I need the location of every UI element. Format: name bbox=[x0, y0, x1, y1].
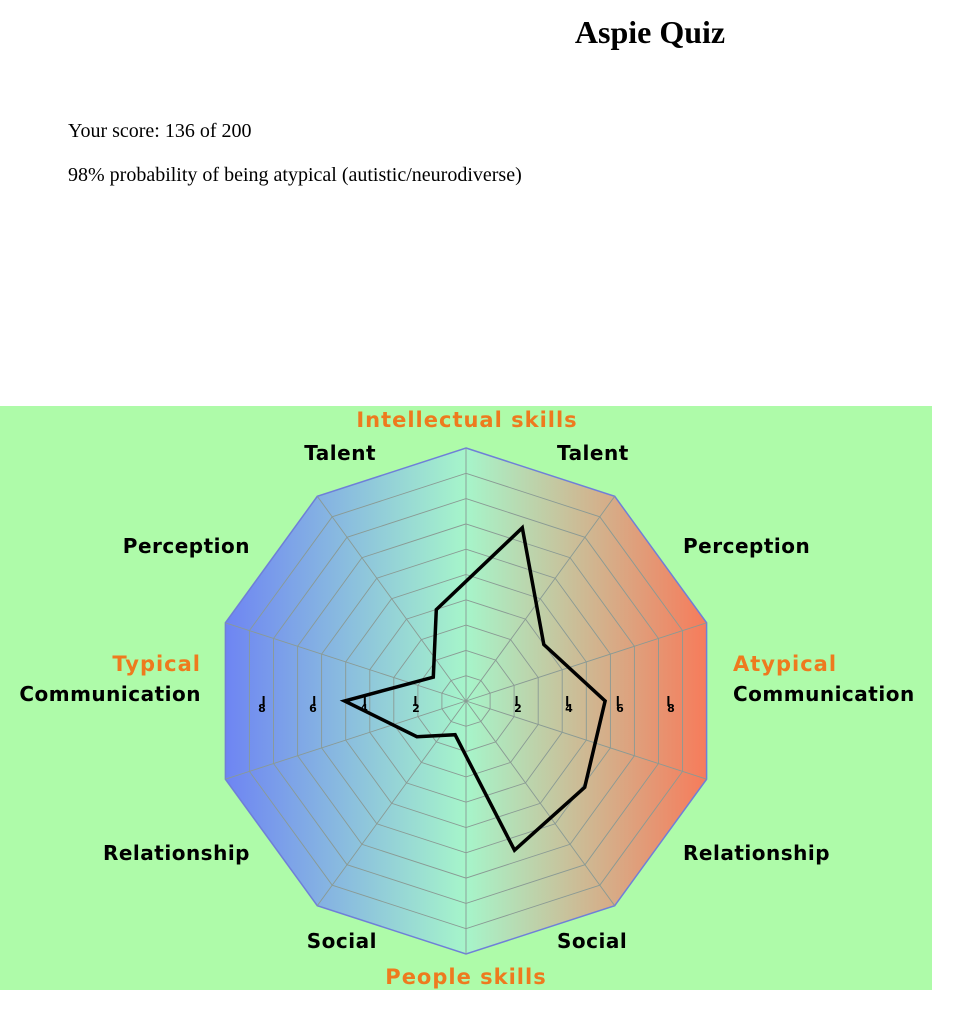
category-label-intellectual: Intellectual skills bbox=[356, 408, 578, 432]
score-text: Your score: 136 of 200 bbox=[68, 120, 252, 142]
axis-label-talent-left: Talent bbox=[304, 441, 376, 465]
axis-label-social-left: Social bbox=[306, 929, 377, 953]
page-title: Aspie Quiz bbox=[574, 14, 726, 50]
category-label-typical: Typical bbox=[112, 652, 201, 676]
category-label-people: People skills bbox=[385, 965, 547, 989]
tick-label-left-2: 2 bbox=[412, 702, 420, 715]
axis-label-perception-left: Perception bbox=[122, 534, 250, 558]
axis-label-communication-right: Communication bbox=[733, 682, 915, 706]
category-label-atypical: Atypical bbox=[733, 652, 838, 676]
tick-label-right-6: 6 bbox=[616, 702, 624, 715]
axis-label-relationship-left: Relationship bbox=[102, 841, 250, 865]
tick-label-right-4: 4 bbox=[565, 702, 573, 715]
tick-label-right-2: 2 bbox=[514, 702, 522, 715]
tick-label-left-8: 8 bbox=[258, 702, 266, 715]
radar-chart bbox=[0, 406, 932, 990]
tick-label-left-4: 4 bbox=[360, 702, 368, 715]
axis-label-perception-right: Perception bbox=[683, 534, 811, 558]
axis-label-social-right: Social bbox=[557, 929, 628, 953]
tick-label-right-8: 8 bbox=[667, 702, 675, 715]
probability-text: 98% probability of being atypical (autistic/neurodiverse) bbox=[68, 164, 522, 186]
axis-label-relationship-right: Relationship bbox=[683, 841, 831, 865]
axis-label-communication-left: Communication bbox=[19, 682, 201, 706]
axis-label-talent-right: Talent bbox=[557, 441, 629, 465]
tick-label-left-6: 6 bbox=[309, 702, 317, 715]
